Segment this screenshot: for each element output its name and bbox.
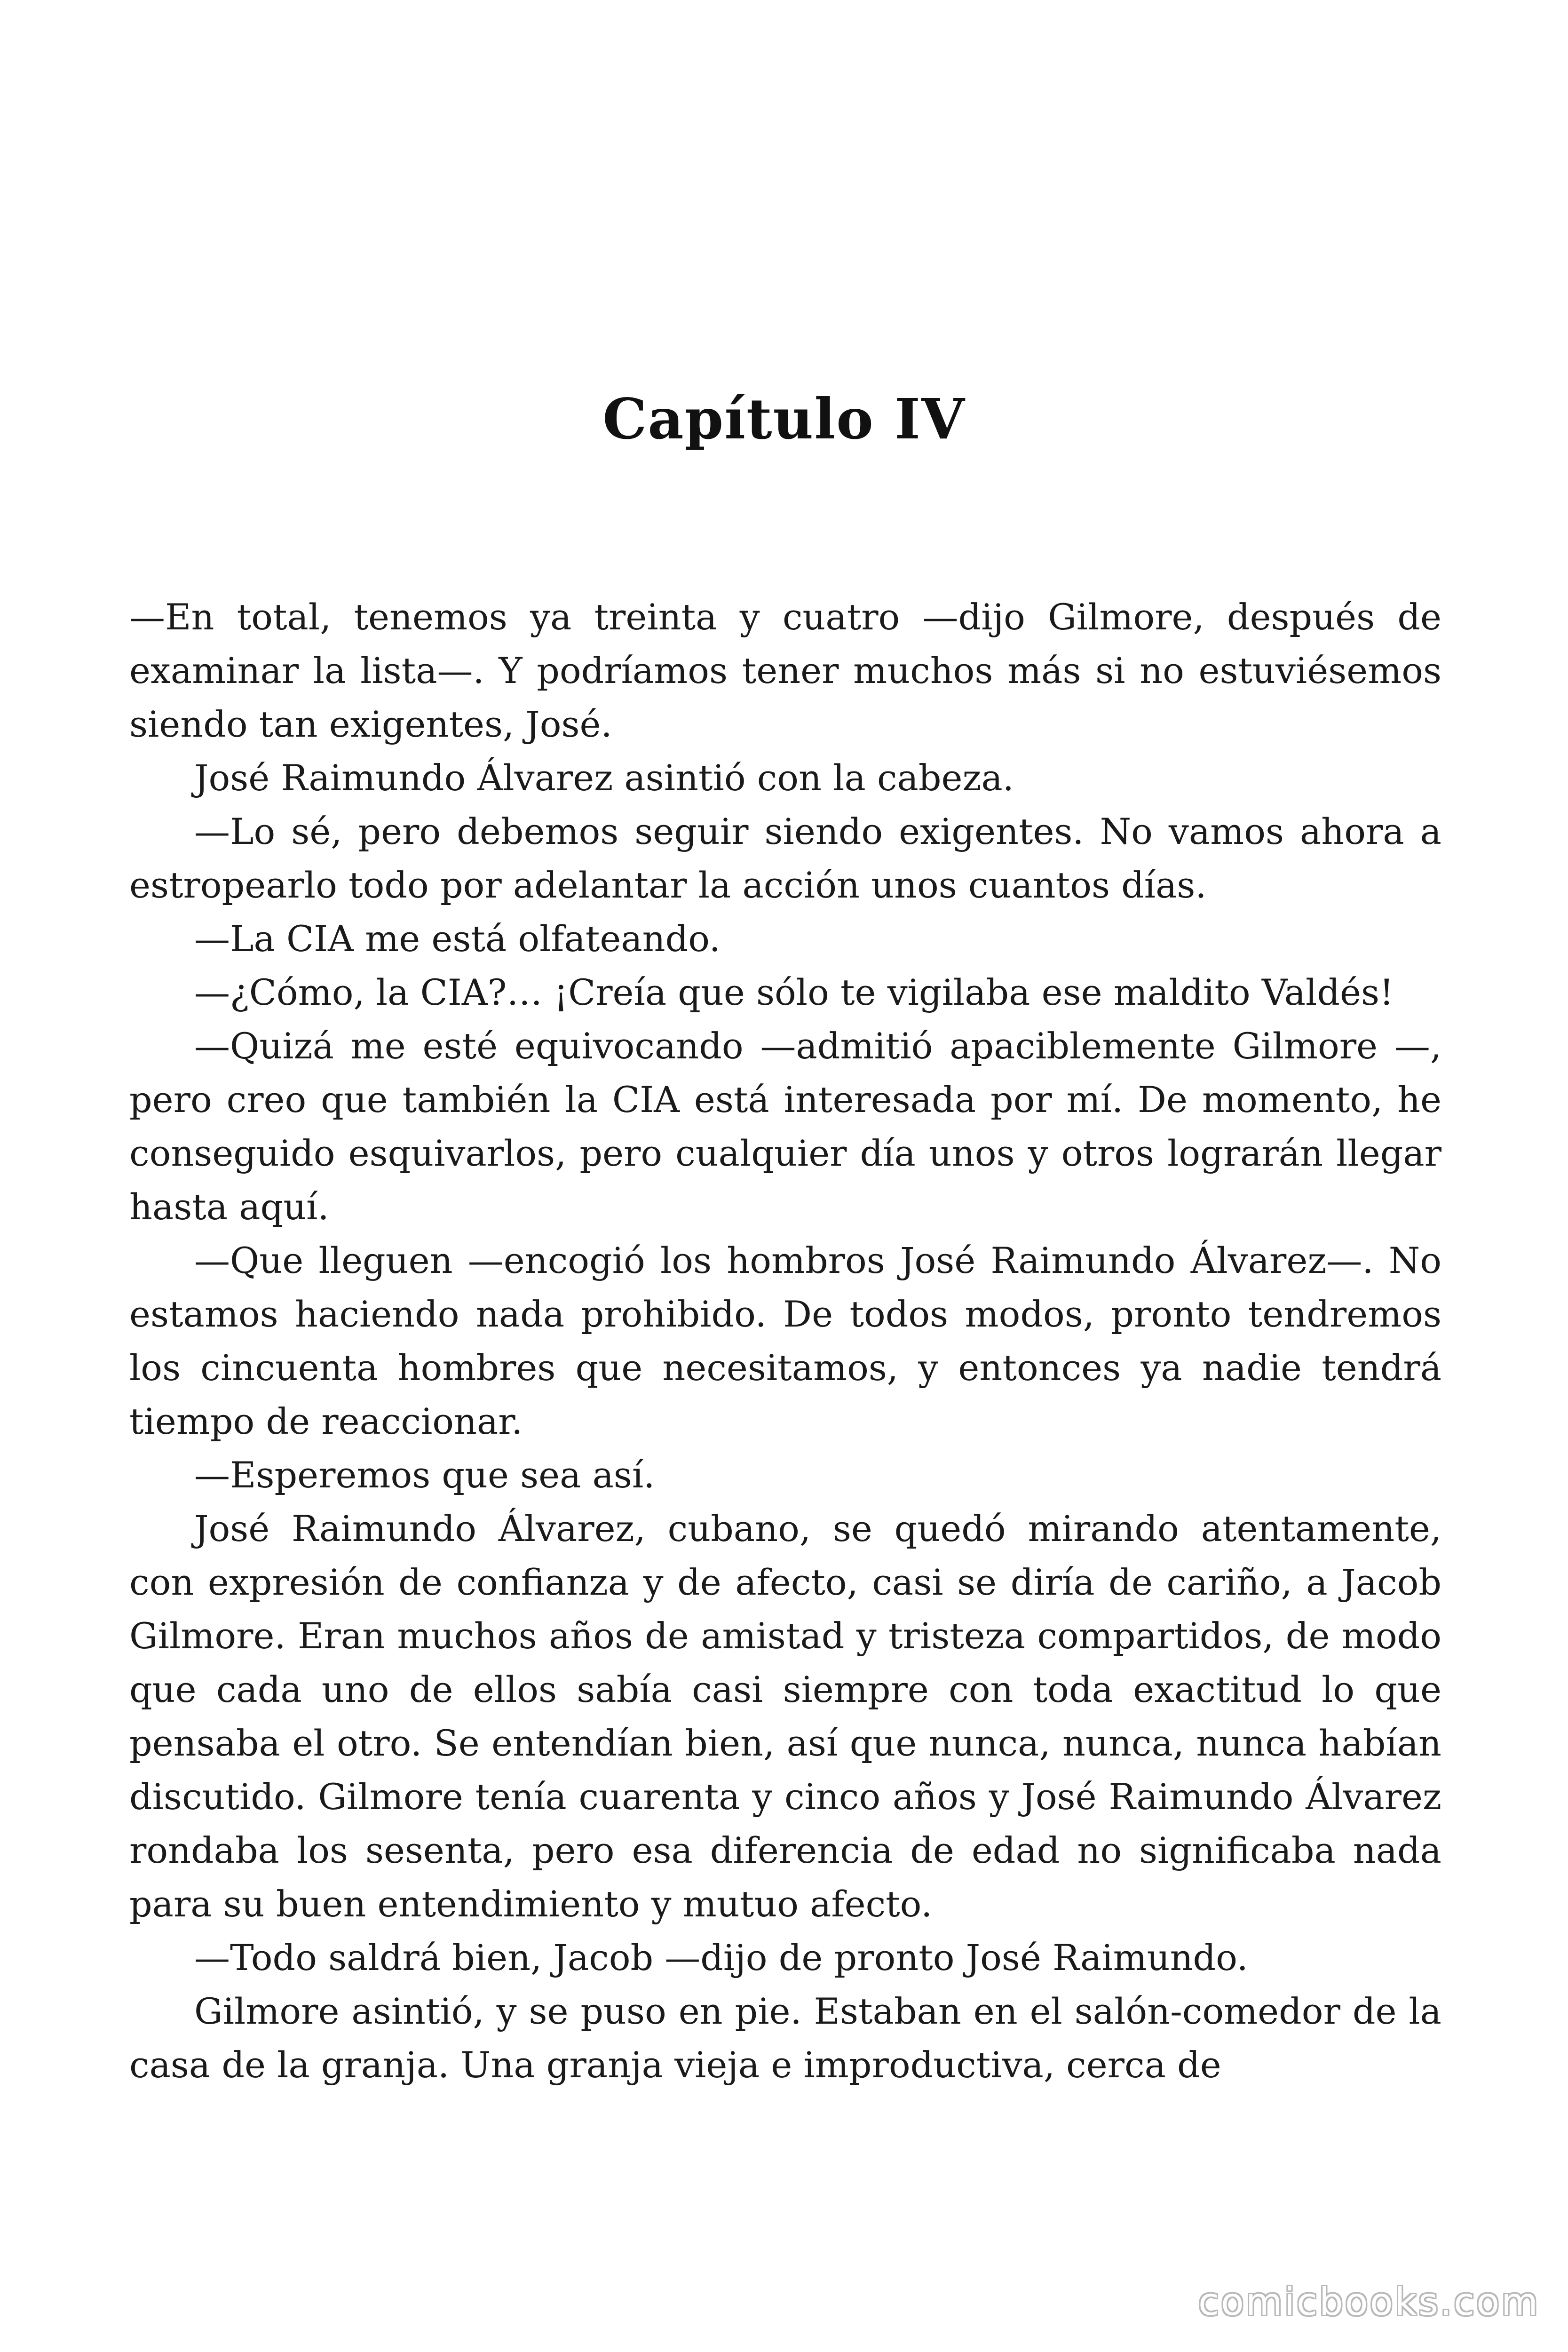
paragraph: —Lo sé, pero debemos seguir siendo exigentes. No vamos ahora a estropearlo todo por adelantar la acción unos cuantos días. (129, 810, 1441, 906)
paragraph: —¿Cómo, la CIA?… ¡Creía que sólo te vigilaba ese maldito Valdés! (194, 971, 1394, 1013)
paragraph: —Esperemos que sea así. (194, 1454, 655, 1496)
paragraph: Gilmore asintió, y se puso en pie. Estaban en el salón-comedor de la casa de la granja. Una granja vieja e improductiva, cerca de (129, 1990, 1441, 2086)
chapter-title: Capítulo IV (602, 386, 966, 452)
paragraph: —La CIA me está olfateando. (194, 918, 721, 960)
paragraph: —Todo saldrá bien, Jacob —dijo de pronto José Raimundo. (194, 1937, 1248, 1979)
paragraph: —Que lleguen —encogió los hombros José Raimundo Álvarez—. No estamos haciendo nada prohibido. De todos modos, pronto tendremos los cincuenta hombres que necesitamos, y entonces ya nadie tendrá tiempo de reaccionar. (129, 1240, 1441, 1442)
chapter-body (129, 590, 1441, 2092)
paragraph: José Raimundo Álvarez, cubano, se quedó mirando atentamente, con expresión de confianza y de afecto, casi se diría de cariño, a Jacob Gilmore. Eran muchos años de amistad y tristeza compartidos, de modo que cada uno de ellos sabía casi siempre con toda exactitud lo que pensaba el otro. Se entendían bien, así que nunca, nunca, nunca habían discutido. Gilmore tenía cuarenta y cinco años y José Raimundo Álvarez rondaba los sesenta, pero esa diferencia de edad no significaba nada para su buen entendimiento y mutuo afecto. (129, 1508, 1441, 1925)
paragraph: José Raimundo Álvarez asintió con la cabeza. (194, 757, 1014, 799)
watermark: comicbooks.com (1198, 2280, 1540, 2324)
paragraph: —En total, tenemos ya treinta y cuatro —dijo Gilmore, después de examinar la lista—. Y podríamos tener muchos más si no estuviésemos siendo tan exigentes, José. (129, 596, 1441, 745)
paragraph: —Quizá me esté equivocando —admitió apaciblemente Gilmore —, pero creo que también la CIA está interesada por mí. De momento, he conseguido esquivarlos, pero cualquier día unos y otros lograrán llegar hasta aquí. (129, 1025, 1441, 1228)
